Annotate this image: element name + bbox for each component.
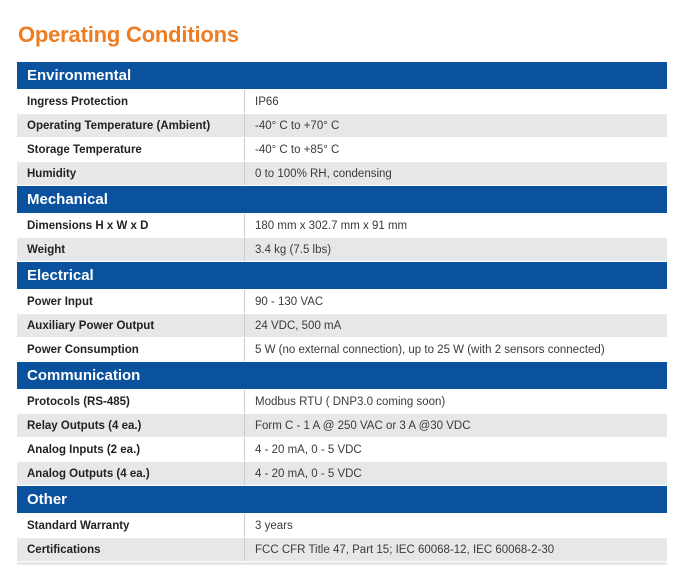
row-label: Humidity bbox=[17, 162, 245, 185]
row-value: 24 VDC, 500 mA bbox=[255, 319, 342, 332]
row-label: Relay Outputs (4 ea.) bbox=[17, 414, 245, 437]
table-row bbox=[17, 238, 667, 262]
page-title: Operating Conditions bbox=[18, 22, 239, 47]
section-communication bbox=[17, 362, 667, 486]
table-row bbox=[17, 338, 667, 362]
row-value: 90 - 130 VAC bbox=[255, 295, 324, 308]
table-row bbox=[17, 214, 667, 238]
spec-table bbox=[17, 62, 667, 565]
table-row bbox=[17, 314, 667, 338]
row-value: 3.4 kg (7.5 lbs) bbox=[255, 243, 332, 256]
row-label: Certifications bbox=[17, 538, 245, 561]
row-label: Analog Outputs (4 ea.) bbox=[17, 462, 245, 485]
row-label: Dimensions H x W x D bbox=[17, 214, 245, 237]
row-value: 5 W (no external connection), up to 25 W (with 2 sensors connected) bbox=[255, 343, 605, 356]
row-label: Power Input bbox=[17, 290, 245, 313]
section-heading: Electrical bbox=[17, 262, 667, 290]
row-label: Operating Temperature (Ambient) bbox=[17, 114, 245, 137]
table-row bbox=[17, 90, 667, 114]
row-value: IP66 bbox=[255, 95, 279, 108]
row-label: Protocols (RS-485) bbox=[17, 390, 245, 413]
section-heading: Other bbox=[17, 486, 667, 514]
row-label: Ingress Protection bbox=[17, 90, 245, 113]
section-mechanical bbox=[17, 186, 667, 262]
table-row bbox=[17, 138, 667, 162]
row-label: Standard Warranty bbox=[17, 514, 245, 537]
row-value: 3 years bbox=[255, 519, 293, 532]
table-row bbox=[17, 390, 667, 414]
table-row bbox=[17, 414, 667, 438]
row-value: Modbus RTU ( DNP3.0 coming soon) bbox=[255, 395, 446, 408]
row-label: Storage Temperature bbox=[17, 138, 245, 161]
section-electrical bbox=[17, 262, 667, 362]
row-value: Form C - 1 A @ 250 VAC or 3 A @30 VDC bbox=[255, 419, 471, 432]
row-value: -40° C to +70° C bbox=[255, 119, 340, 132]
row-label: Weight bbox=[17, 238, 245, 261]
row-label: Auxiliary Power Output bbox=[17, 314, 245, 337]
table-row bbox=[17, 162, 667, 186]
row-value: 4 - 20 mA, 0 - 5 VDC bbox=[255, 443, 362, 456]
row-value: 0 to 100% RH, condensing bbox=[255, 167, 392, 180]
table-bottom-rule bbox=[17, 562, 667, 565]
row-value: 180 mm x 302.7 mm x 91 mm bbox=[255, 219, 408, 232]
section-other bbox=[17, 486, 667, 562]
table-row bbox=[17, 114, 667, 138]
row-value: 4 - 20 mA, 0 - 5 VDC bbox=[255, 467, 362, 480]
row-value: -40° C to +85° C bbox=[255, 143, 340, 156]
table-row bbox=[17, 538, 667, 562]
section-heading: Mechanical bbox=[17, 186, 667, 214]
table-row bbox=[17, 514, 667, 538]
table-row bbox=[17, 290, 667, 314]
row-label: Power Consumption bbox=[17, 338, 245, 361]
section-environmental bbox=[17, 62, 667, 186]
section-heading: Communication bbox=[17, 362, 667, 390]
table-row bbox=[17, 438, 667, 462]
row-label: Analog Inputs (2 ea.) bbox=[17, 438, 245, 461]
row-value: FCC CFR Title 47, Part 15; IEC 60068-12, IEC 60068-2-30 bbox=[255, 543, 555, 556]
section-heading: Environmental bbox=[17, 62, 667, 90]
table-row bbox=[17, 462, 667, 486]
